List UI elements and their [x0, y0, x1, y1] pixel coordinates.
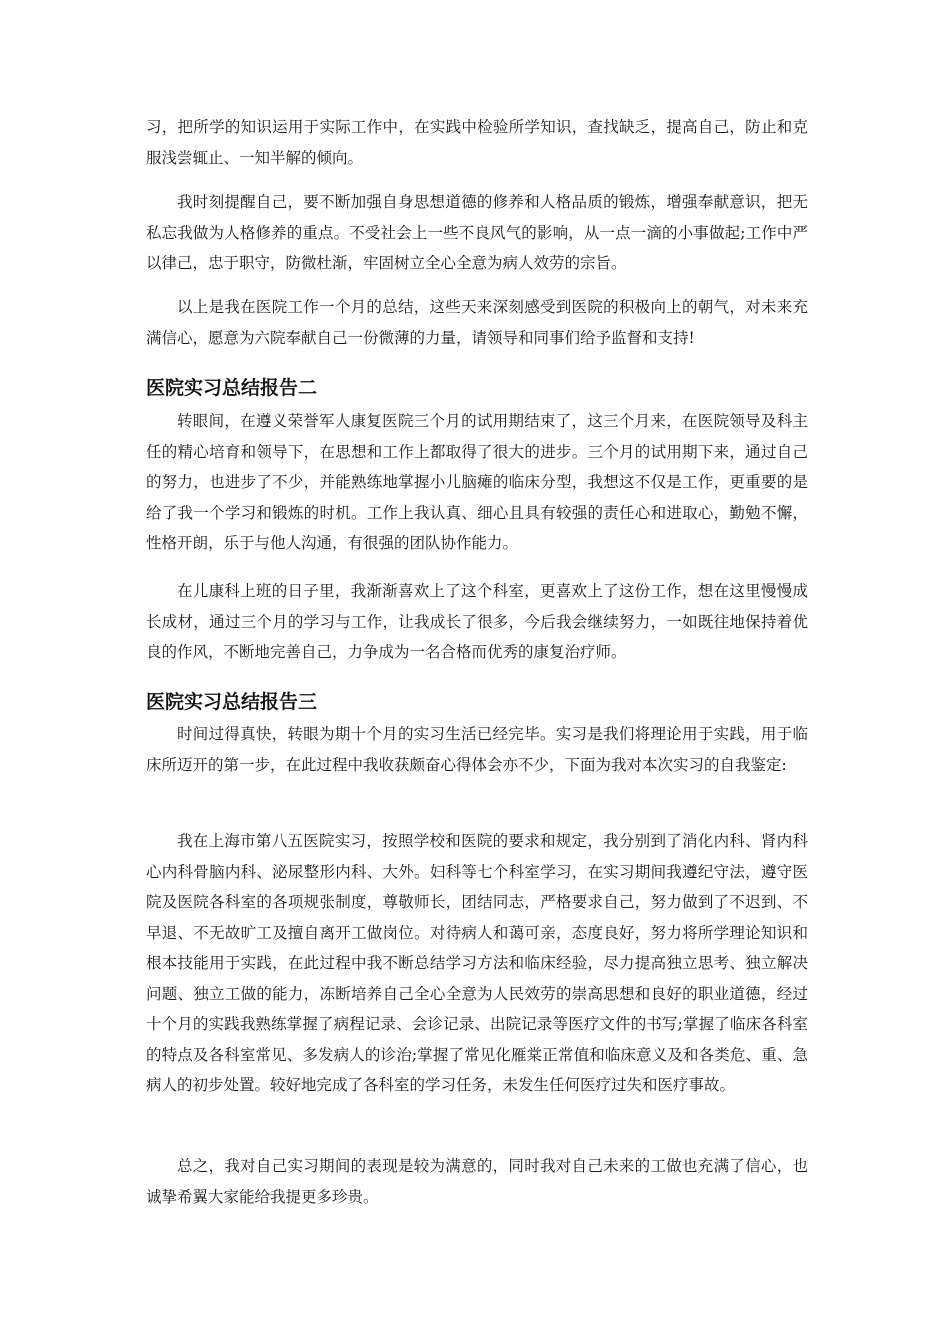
section-heading-report-two: 医院实习总结报告二: [146, 377, 318, 399]
paragraph-month-summary: 以上是我在医院工作一个月的总结，这些天来深刻感受到医院的积极向上的朝气，对未来充满信心，愿意为六院奉献自己一份微薄的力量，请领导和同事们给予监督和支持!: [146, 298, 808, 347]
paragraph-continuation: 习，把所学的知识运用于实际工作中，在实践中检验所学知识，查找缺乏，提高自己，防止和克服浅尝辄止、一知半解的倾向。: [146, 118, 808, 167]
section-heading-report-three: 医院实习总结报告三: [146, 691, 318, 713]
paragraph-self-cultivation: 我时刻提醒自己，要不断加强自身思想道德的修养和人格品质的锻炼，增强奉献意识，把无私忘我做为人格修养的重点。不受社会上一些不良风气的影响，从一点一滴的小事做起;工作中严以律己，忠于职守，防微杜渐，牢固树立全心全意为病人效劳的宗旨。: [146, 193, 808, 272]
paragraph-pediatric-rehab: 在儿康科上班的日子里，我渐渐喜欢上了这个科室，更喜欢上了这份工作，想在这里慢慢成长成材，通过三个月的学习与工作，让我成长了很多，今后我会继续努力，一如既往地保持着优良的作风，不断地完善自己，力争成为一名合格而优秀的康复治疗师。: [146, 582, 808, 661]
paragraph-conclusion: 总之，我对自己实习期间的表现是较为满意的，同时我对自己未来的工做也充满了信心，也诚挚希翼大家能给我提更多珍贵。: [146, 1157, 808, 1206]
paragraph-internship-intro: 时间过得真快，转眼为期十个月的实习生活已经完毕。实习是我们将理论用于实践，用于临床所迈开的第一步，在此过程中我收获颇奋心得体会亦不少，下面为我对本次实习的自我鉴定:: [146, 725, 808, 774]
paragraph-trial-period: 转眼间，在遵义荣誉军人康复医院三个月的试用期结束了，这三个月来，在医院领导及科主任的精心培育和领导下，在思想和工作上都取得了很大的进步。三个月的试用期下来，通过自己的努力，也进步了不少，并能熟练地掌握小儿脑瘫的临床分型，我想这不仅是工作，更重要的是给了我一个学习和锻炼的时机。工作上我认真、细心且具有较强的责任心和进取心，勤勉不懈，性格开朗，乐于与他人沟通，有很强的团队协作能力。: [146, 412, 808, 552]
paragraph-internship-details: 我在上海市第八五医院实习，按照学校和医院的要求和规定，我分别到了消化内科、肾内科心内科骨脑内科、泌尿整形内科、大外。妇科等七个科室学习，在实习期间我遵纪守法，遵守医院及医院各科室的各项规张制度，尊敬师长，团结同志，严格要求自己，努力做到了不迟到、不早退、不无故旷工及擅自离开工做岗位。对待病人和蔼可亲，态度良好，努力将所学理论知识和根本技能用于实践，在此过程中我不断总结学习方法和临床经验，尽力提高独立思考、独立解决问题、独立工做的能力，冻断培养自己全心全意为人民效劳的崇高思想和良好的职业道德，经过十个月的实践我熟练掌握了病程记录、会诊记录、出院记录等医疗文件的书写;掌握了临床各科室的特点及各科室常见、多发病人的诊治;掌握了常见化雁棠正常值和临床意义及和各类危、重、急病人的初步处置。较好地完成了各科室的学习任务，未发生任何医疗过失和医疗事故。: [146, 832, 808, 1094]
